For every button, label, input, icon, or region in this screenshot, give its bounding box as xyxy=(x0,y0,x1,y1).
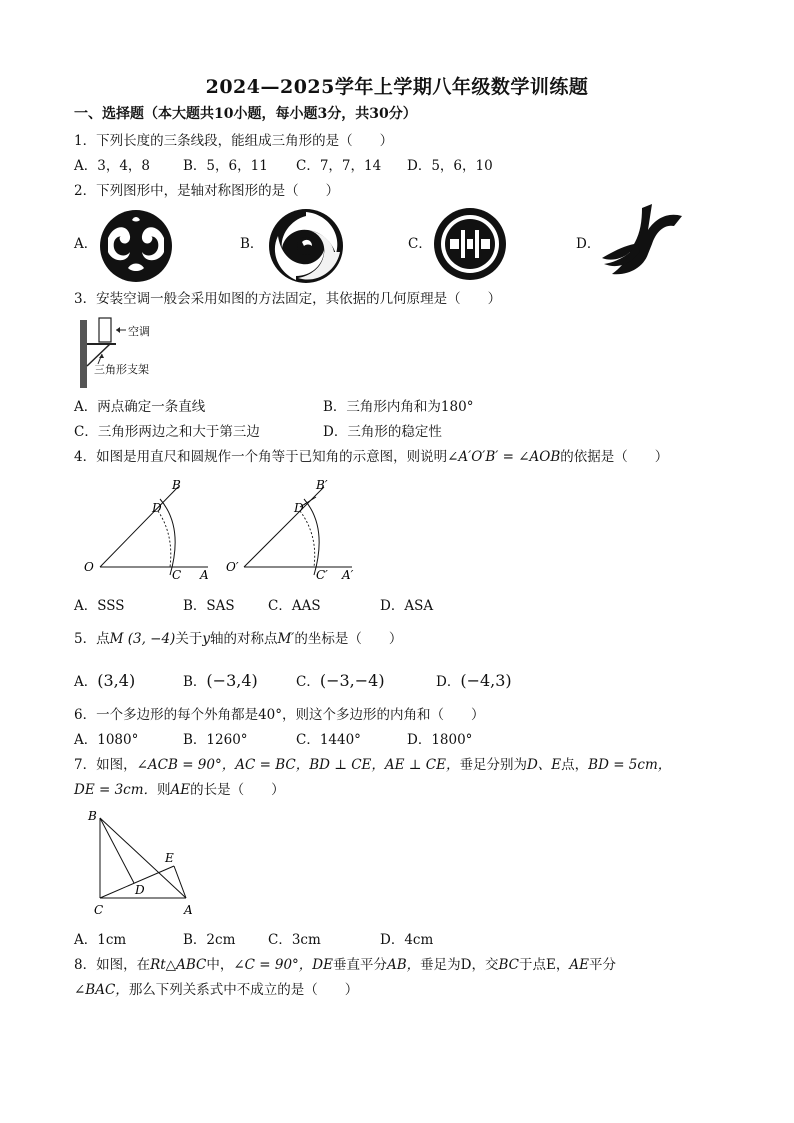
q4-option-b[interactable]: B．SAS xyxy=(183,598,235,614)
q8-line1-mid4: 于点E， xyxy=(519,957,570,973)
question-7-line-2 xyxy=(74,782,285,798)
q5-option-d[interactable] xyxy=(436,673,512,690)
q7-figure-triangle xyxy=(82,806,202,918)
q7-line1-de: D、E xyxy=(526,757,562,773)
q4-stem-pre: 4．如图是用直尺和圆规作一个角等于已知角的示意图，则说明 xyxy=(74,449,448,465)
q7-line1-pre: 7．如图， xyxy=(74,757,137,773)
q4-figure-compass-construction xyxy=(80,475,380,587)
q4-fig2-label-a: A′ xyxy=(342,568,354,582)
q1-option-d[interactable]: D．5，6，10 xyxy=(407,158,493,174)
q7-fig-label-c: C xyxy=(94,903,104,917)
q2-option-c[interactable]: C． xyxy=(408,236,432,252)
q7-fig-label-a: A xyxy=(184,903,193,917)
question-3-stem: 3．安装空调一般会采用如图的方法固定，其依据的几何原理是（ ） xyxy=(74,291,502,307)
q2-figure-c-emblem xyxy=(432,206,508,282)
question-4-stem xyxy=(74,449,668,465)
q3-option-d[interactable]: D．三角形的稳定性 xyxy=(323,424,442,440)
q7-fig-label-d: D xyxy=(135,883,145,897)
q5-option-a-value: (3,4) xyxy=(97,671,136,690)
q4-fig1-label-c: C xyxy=(172,568,182,582)
q7-option-a[interactable]: A．1cm xyxy=(74,932,127,948)
q8-line1-ae: AE xyxy=(569,957,589,973)
q8-line1-ab: AB， xyxy=(386,957,421,973)
q4-fig2-label-b: B′ xyxy=(316,478,328,492)
q1-option-b[interactable]: B．5，6，11 xyxy=(183,158,268,174)
q4-fig2-label-o: O′ xyxy=(226,560,239,574)
q7-option-c[interactable]: C．3cm xyxy=(268,932,321,948)
q1-option-c[interactable]: C．7，7，14 xyxy=(296,158,382,174)
question-7-line-1 xyxy=(74,757,671,773)
q3-option-b[interactable]: B．三角形内角和为180° xyxy=(323,399,474,415)
q1-option-a[interactable]: A．3，4，8 xyxy=(74,158,151,174)
q4-fig1-label-o: O xyxy=(84,560,94,574)
q2-figure-d-ribbon xyxy=(598,204,686,280)
q4-option-d[interactable]: D．ASA xyxy=(380,598,434,614)
section-heading: 一、选择题（本大题共10小题，每小题3分，共30分） xyxy=(74,106,417,122)
q6-option-a[interactable]: A．1080° xyxy=(74,732,139,748)
q7-line1-math: ∠ACB = 90°，AC = BC，BD ⊥ CE，AE ⊥ CE， xyxy=(136,757,460,773)
page-title: 2024—2025学年上学期八年级数学训练题 xyxy=(205,76,589,98)
q5-option-d-label: D． xyxy=(436,674,461,690)
q4-fig1-label-b: B xyxy=(172,478,181,492)
q4-fig1-label-d: D xyxy=(152,501,162,515)
q7-line2-post: 的长是（ ） xyxy=(190,782,285,798)
q6-option-c[interactable]: C．1440° xyxy=(296,732,361,748)
q4-stem-post: 的依据是（ ） xyxy=(560,449,669,465)
q6-option-d[interactable]: D．1800° xyxy=(407,732,473,748)
q7-option-b[interactable]: B．2cm xyxy=(183,932,236,948)
q2-figure-b-spiral xyxy=(266,206,346,286)
q2-option-d[interactable]: D． xyxy=(576,236,601,252)
q8-line2-bac: ∠BAC， xyxy=(74,982,129,998)
q7-line2-math: DE = 3cm． xyxy=(74,782,158,798)
q5-option-a-label: A． xyxy=(74,674,98,690)
q8-line1-de: DE xyxy=(312,957,333,973)
q8-line1-post: 平分 xyxy=(588,957,616,973)
q5-option-d-value: (−4,3) xyxy=(460,671,512,690)
q2-figure-a-emblem xyxy=(98,208,174,284)
q3-figure-ac-bracket xyxy=(80,314,170,390)
q4-fig2-label-d: D′ xyxy=(294,501,307,515)
q5-option-c[interactable] xyxy=(296,673,385,690)
q4-fig2-label-c: C′ xyxy=(316,568,328,582)
q3-option-a[interactable]: A．两点确定一条直线 xyxy=(74,399,206,415)
q7-line1-post: 点， xyxy=(561,757,589,773)
q4-option-c[interactable]: C．AAS xyxy=(268,598,321,614)
q5-option-c-value: (−3,−4) xyxy=(319,671,385,690)
q5-stem-pre: 5．点 xyxy=(74,631,110,647)
q7-line2-ae: AE xyxy=(170,782,191,798)
q7-option-d[interactable]: D．4cm xyxy=(380,932,434,948)
q5-stem-mid2: 轴的对称点 xyxy=(209,631,278,647)
q3-figure-label-ac: 空调 xyxy=(128,325,150,338)
q8-line1-mid: 中， xyxy=(206,957,234,973)
q3-figure-label-bracket: 三角形支架 xyxy=(94,363,149,376)
q5-axis: y xyxy=(202,631,210,647)
question-2-stem: 2．下列图形中，是轴对称图形的是（ ） xyxy=(74,183,340,199)
q8-line2-post: 那么下列关系式中不成立的是（ ） xyxy=(128,982,359,998)
question-8-line-2 xyxy=(74,982,358,998)
q4-fig1-label-a: A xyxy=(200,568,209,582)
q3-option-c[interactable]: C．三角形两边之和大于第三边 xyxy=(74,424,260,440)
q5-option-b[interactable] xyxy=(183,673,258,690)
question-6-stem: 6．一个多边形的每个外角都是40°，则这个多边形的内角和（ ） xyxy=(74,707,485,723)
question-5-stem xyxy=(74,631,402,647)
q7-line2-pre: 则 xyxy=(157,782,171,798)
q2-option-b[interactable]: B． xyxy=(240,236,264,252)
q5-option-c-label: C． xyxy=(296,674,320,690)
q7-line1-bd: BD = 5cm， xyxy=(588,757,672,773)
question-1-stem: 1．下列长度的三条线段，能组成三角形的是（ ） xyxy=(74,133,394,149)
q8-line1-c: ∠C = 90°， xyxy=(233,957,313,973)
q5-point2: M′ xyxy=(277,631,295,647)
question-8-line-1 xyxy=(74,957,616,973)
q5-option-b-label: B． xyxy=(183,674,207,690)
q2-option-a[interactable]: A． xyxy=(74,236,98,252)
q8-line1-rt: Rt△ABC xyxy=(150,957,207,973)
q7-fig-label-e: E xyxy=(165,851,174,865)
q8-line1-mid2: 垂直平分 xyxy=(332,957,387,973)
q5-point: M (3, −4) xyxy=(109,631,176,647)
q5-stem-post: 的坐标是（ ） xyxy=(294,631,403,647)
q4-stem-math: ∠A′O′B′ = ∠AOB xyxy=(447,449,561,465)
q8-line1-bc: BC xyxy=(498,957,519,973)
q4-option-a[interactable]: A．SSS xyxy=(74,598,125,614)
q5-option-b-value: (−3,4) xyxy=(206,671,258,690)
q5-stem-mid: 关于 xyxy=(175,631,203,647)
q8-line1-pre: 8．如图，在 xyxy=(74,957,151,973)
q7-line1-mid: 垂足分别为 xyxy=(459,757,527,773)
q6-option-b[interactable]: B．1260° xyxy=(183,732,248,748)
q7-fig-label-b: B xyxy=(88,809,97,823)
q5-option-a[interactable] xyxy=(74,673,135,690)
q8-line1-mid3: 垂足为D，交 xyxy=(420,957,499,973)
